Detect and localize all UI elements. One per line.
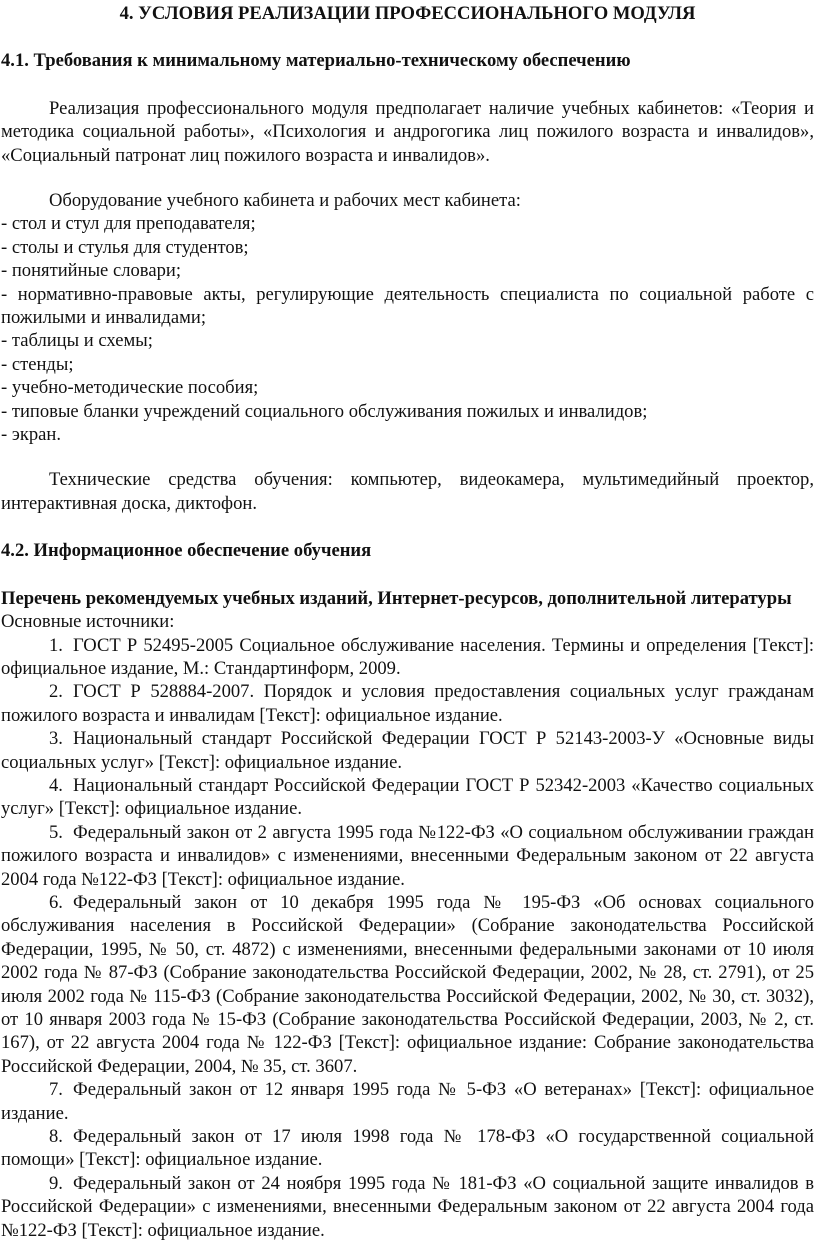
equipment-item: - понятийные словари;	[1, 260, 181, 282]
source-number: 5.	[49, 821, 63, 843]
source-text: Национальный стандарт Российской Федерации ГОСТ Р 52342-2003 «Качество социальных услуг» [Текст]: официальное издание.	[1, 774, 814, 820]
source-number: 9.	[49, 1172, 63, 1194]
equipment-item: - таблицы и схемы;	[1, 330, 153, 352]
source-text: Федеральный закон от 10 декабря 1995 года № 195-ФЗ «Об основах социального обслуживания населения в Российской Федерации» (Собрание законодательства Российской Федерации, 1995, № 50, ст. 4872) с изменениями, внесенными федеральными законами от 10 июля 2002 года № 87-ФЗ (Собрание законодательства Российской Федерации, 2002, № 28, ст. 2791), от 25 июля 2002 года № 115-ФЗ (Собрание законодательства Российской Федерации, 2002, № 30, ст. 3032), от 10 января 2003 года № 15-ФЗ (Собрание законодательства Российской Федерации, 2003, № 2, ст. 167), от 22 августа 2004 года № 122-ФЗ [Текст]: официальное издание: Собрание законодательства Российской Федерации, 2004, № 35, ст. 3607.	[1, 891, 814, 1077]
source-number: 1.	[49, 634, 63, 656]
equipment-list	[1, 189, 814, 446]
intro-paragraph: Реализация профессионального модуля предполагает наличие учебных кабинетов: «Теория и методика социальной работы», «Психология и андрогогика лиц пожилого возраста и инвалидов», «Социальный патронат лиц пожилого возраста и инвалидов».	[1, 97, 814, 166]
equipment-item: - типовые бланки учреждений социального обслуживания пожилых и инвалидов;	[1, 400, 648, 422]
source-text: Федеральный закон от 12 января 1995 года № 5-ФЗ «О ветеранах» [Текст]: официальное издание.	[1, 1079, 814, 1124]
source-text: ГОСТ Р 528884-2007. Порядок и условия предоставления социальных услуг гражданам пожилого возраста и инвалидам [Текст]: официальное издание.	[1, 681, 814, 726]
subsection-1-heading: 4.1. Требования к минимальному материально-техническому обеспечению	[1, 50, 631, 72]
equipment-item: - нормативно-правовые акты, регулирующие деятельность специалиста по социальной работе с пожилыми и инвалидами;	[1, 283, 814, 329]
source-item	[1, 891, 814, 1078]
technical-means-paragraph: Технические средства обучения: компьютер, видеокамера, мультимедийный проектор, интерактивная доска, диктофон.	[1, 469, 814, 514]
sources-label: Основные источники:	[1, 611, 175, 633]
spacer	[1, 446, 814, 468]
equipment-heading: Оборудование учебного кабинета и рабочих мест кабинета:	[49, 190, 521, 212]
source-text: Федеральный закон от 24 ноября 1995 года № 181-ФЗ «О социальной защите инвалидов в Российской Федерации» с изменениями, внесенными Федеральным законом от 22 августа 2004 года №122-ФЗ [Текст]: официальное издание.	[1, 1172, 814, 1241]
source-number: 8.	[49, 1126, 63, 1148]
source-item	[1, 1125, 814, 1172]
spacer	[1, 73, 814, 97]
source-number: 3.	[49, 728, 63, 750]
equipment-item: - экран.	[1, 424, 62, 446]
source-item	[1, 727, 814, 774]
source-text: Национальный стандарт Российской Федерации ГОСТ Р 52143-2003-У «Основные виды социальных услуг» [Текст]: официальное издание.	[1, 728, 814, 773]
literature-list-heading: Перечень рекомендуемых учебных изданий, Интернет-ресурсов, дополнительной литературы	[1, 587, 792, 609]
source-text: Федеральный закон от 17 июля 1998 года № 178-ФЗ «О государственной социальной помощи» [Текст]: официальное издание.	[1, 1126, 814, 1171]
equipment-item: - стол и стул для преподавателя;	[1, 213, 256, 235]
source-item	[1, 634, 814, 681]
source-number: 4.	[49, 774, 63, 796]
source-item	[1, 821, 814, 891]
source-number: 2.	[49, 681, 63, 703]
source-item	[1, 774, 814, 821]
source-item	[1, 1078, 814, 1125]
spacer	[1, 563, 814, 587]
section-title: 4. УСЛОВИЯ РЕАЛИЗАЦИИ ПРОФЕССИОНАЛЬНОГО МОДУЛЯ	[119, 3, 696, 24]
source-text: Федеральный закон от 2 августа 1995 года №122-ФЗ «О социальном обслуживании граждан пожилого возраста и инвалидов» с изменениями, внесенными Федеральным законом от 22 августа 2004 года №122-ФЗ [Текст]: официальное издание.	[1, 821, 814, 890]
equipment-item: - стенды;	[1, 353, 74, 375]
spacer	[1, 167, 814, 189]
spacer	[1, 515, 814, 539]
equipment-item: - столы и стулья для студентов;	[1, 236, 249, 258]
sources-list	[1, 634, 814, 1242]
equipment-item: - учебно-методические пособия;	[1, 377, 259, 399]
source-text: ГОСТ Р 52495-2005 Социальное обслуживание населения. Термины и определения [Текст]: официальное издание, М.: Стандартинформ, 2009.	[1, 634, 814, 679]
source-item	[1, 680, 814, 727]
source-item	[1, 1172, 814, 1242]
spacer	[1, 25, 814, 49]
subsection-2-heading: 4.2. Информационное обеспечение обучения	[1, 540, 372, 562]
source-number: 6.	[49, 891, 63, 913]
source-number: 7.	[49, 1079, 63, 1101]
